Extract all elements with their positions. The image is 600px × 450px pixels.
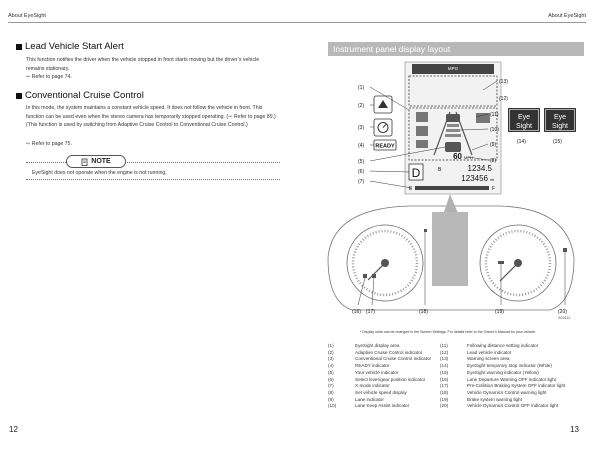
legend-item: (6) Select lever/gear position indicator bbox=[328, 376, 426, 382]
callout-6: (6) bbox=[358, 169, 365, 175]
page-number-right: 13 bbox=[570, 425, 579, 434]
instrument-panel-diagram bbox=[300, 0, 600, 340]
cruise-control-body: In this mode, the system maintains a constant vehicle speed. It does not follow the vehicle in front. This function can be used even when the stereo camera has temporarily stopped operating. (⇨ Refer to page 89.) (This function is used by switching from Adaptive Cruise Control to Conventional Cruise Control.) bbox=[26, 105, 276, 128]
note-text: EyeSight does not operate when the engine is not running. bbox=[32, 170, 167, 176]
distance-bar-icon bbox=[447, 124, 459, 127]
legend-item: (13) Warning screen area bbox=[440, 356, 510, 362]
page-number-left: 12 bbox=[9, 425, 18, 434]
legend-item: (5) Your vehicle indicator bbox=[328, 369, 399, 375]
legend-item: (7) X-mode indicator bbox=[328, 383, 390, 389]
legend-item: (12) Lead vehicle indicator bbox=[440, 349, 512, 355]
callout-3: (3) bbox=[358, 125, 365, 131]
legend-item: (15) EyeSight warning indicator (Yellow) bbox=[440, 369, 539, 375]
left-header-rule bbox=[8, 22, 300, 23]
section-title-cruise-control: Conventional Cruise Control bbox=[16, 90, 144, 101]
legend-item: (4) READY indicator bbox=[328, 363, 390, 369]
legend-item: (2) Adaptive Cruise Control indicator bbox=[328, 349, 423, 355]
section-title-lead-vehicle: Lead Vehicle Start Alert bbox=[16, 41, 124, 52]
instrument-panel-title: Instrument panel display layout bbox=[328, 42, 584, 56]
gear-indicator: D bbox=[411, 166, 421, 180]
pre-collision-off-light bbox=[372, 274, 376, 278]
legend-item: (17) Pre-Collision Braking System OFF indicator light bbox=[440, 383, 566, 389]
cruise-mini-icon bbox=[416, 126, 428, 136]
lead-vehicle-body: This function notifies the driver when the vehicle stopped in front starts moving but the driver’s vehicle remains stationary. bbox=[26, 57, 260, 72]
note-label: NOTE bbox=[66, 155, 126, 168]
right-page bbox=[300, 0, 600, 450]
callout-11: (11) bbox=[490, 112, 499, 118]
legend-item: (9) Lane indicator bbox=[328, 396, 384, 402]
footnote: * Display units can be changed in the Screen Settings. For details refer to the Owner’s Manual for your vehicle. bbox=[360, 330, 537, 334]
callout-12: (12) bbox=[499, 96, 508, 102]
odometer-value: 123456 bbox=[461, 174, 488, 183]
cluster-display-location bbox=[432, 212, 468, 286]
eyesight-label-1a: Eye bbox=[517, 114, 531, 121]
note-icon bbox=[81, 158, 88, 166]
legend-item: (11) Following distance setting indicator bbox=[440, 343, 539, 348]
brake-warning-light bbox=[498, 261, 504, 264]
mpg-label: MPG bbox=[447, 66, 459, 71]
right-running-header: About EyeSight bbox=[548, 13, 586, 19]
callout-20: (20) bbox=[558, 309, 567, 315]
your-vehicle-icon bbox=[445, 142, 461, 152]
legend-left bbox=[328, 343, 433, 410]
callout-4: (4) bbox=[358, 143, 365, 149]
lane-departure-off-light bbox=[363, 274, 367, 278]
ready-label: READY bbox=[375, 143, 395, 150]
legend-item: (8) Set vehicle speed display bbox=[328, 389, 407, 395]
eyesight-label-2a: Eye bbox=[553, 114, 567, 121]
callout-10: (10) bbox=[490, 127, 499, 133]
lka-mini-icon bbox=[476, 113, 490, 123]
legend-item: (16) Lane Departure Warning OFF indicator light bbox=[440, 376, 556, 382]
legend-item: (3) Conventional Cruise Control indicator bbox=[328, 356, 432, 362]
callout-16: (16) bbox=[352, 309, 361, 315]
eyesight-label-2b: Sight bbox=[552, 123, 568, 130]
legend-item: (20) Vehicle Dynamics Control OFF indicator light bbox=[440, 403, 559, 409]
cruise-control-ref[interactable]: ⇨ Refer to page 75. bbox=[26, 141, 72, 147]
vdc-off-light bbox=[563, 248, 567, 252]
eyesight-label-1b: Sight bbox=[516, 123, 532, 130]
fuel-empty-label: E bbox=[409, 186, 413, 192]
lead-vehicle-icon bbox=[446, 114, 460, 122]
legend-item: (1) EyeSight display area bbox=[328, 343, 400, 348]
figure-id: S02612 bbox=[558, 316, 571, 320]
callout-15: (15) bbox=[553, 139, 562, 145]
callout-1: (1) bbox=[358, 85, 365, 91]
callout-2: (2) bbox=[358, 103, 365, 109]
left-running-header: About EyeSight bbox=[8, 13, 46, 19]
callout-19: (19) bbox=[495, 309, 504, 315]
vdc-warning-light bbox=[424, 229, 427, 232]
legend-item: (19) Brake system warning light bbox=[440, 396, 522, 402]
xmode-mini-icon bbox=[416, 140, 428, 148]
lead-vehicle-ref[interactable]: ⇨ Refer to page 74. bbox=[26, 74, 72, 80]
callout-7: (7) bbox=[358, 179, 365, 185]
legend-right bbox=[440, 343, 585, 410]
legend-item: (10) Lane Keep Assist indicator bbox=[328, 403, 410, 409]
callout-13: (13) bbox=[499, 79, 508, 85]
callout-14: (14) bbox=[517, 139, 526, 145]
callout-18: (18) bbox=[419, 309, 428, 315]
callout-5: (5) bbox=[358, 159, 365, 165]
fuel-gauge-bar bbox=[415, 186, 489, 190]
set-speed-value: 60 bbox=[453, 152, 462, 161]
odometer-unit: mi bbox=[490, 177, 495, 182]
set-speed-unit: MPH bbox=[464, 155, 473, 160]
legend-item: (18) Vehicle Dynamics Control warning light bbox=[440, 389, 547, 395]
acc-mini-icon bbox=[416, 112, 428, 122]
trip-value: 1234.5 bbox=[467, 164, 492, 173]
trip-label: B bbox=[438, 167, 442, 173]
callout-9: (9) bbox=[490, 142, 497, 148]
square-bullet-icon bbox=[16, 93, 22, 99]
square-bullet-icon bbox=[16, 44, 22, 50]
legend-item: (14) EyeSight temporary stop indicator (White) bbox=[440, 363, 553, 369]
callout-8: (8) bbox=[490, 158, 497, 164]
fuel-full-label: F bbox=[492, 186, 496, 192]
callout-17: (17) bbox=[366, 309, 375, 315]
